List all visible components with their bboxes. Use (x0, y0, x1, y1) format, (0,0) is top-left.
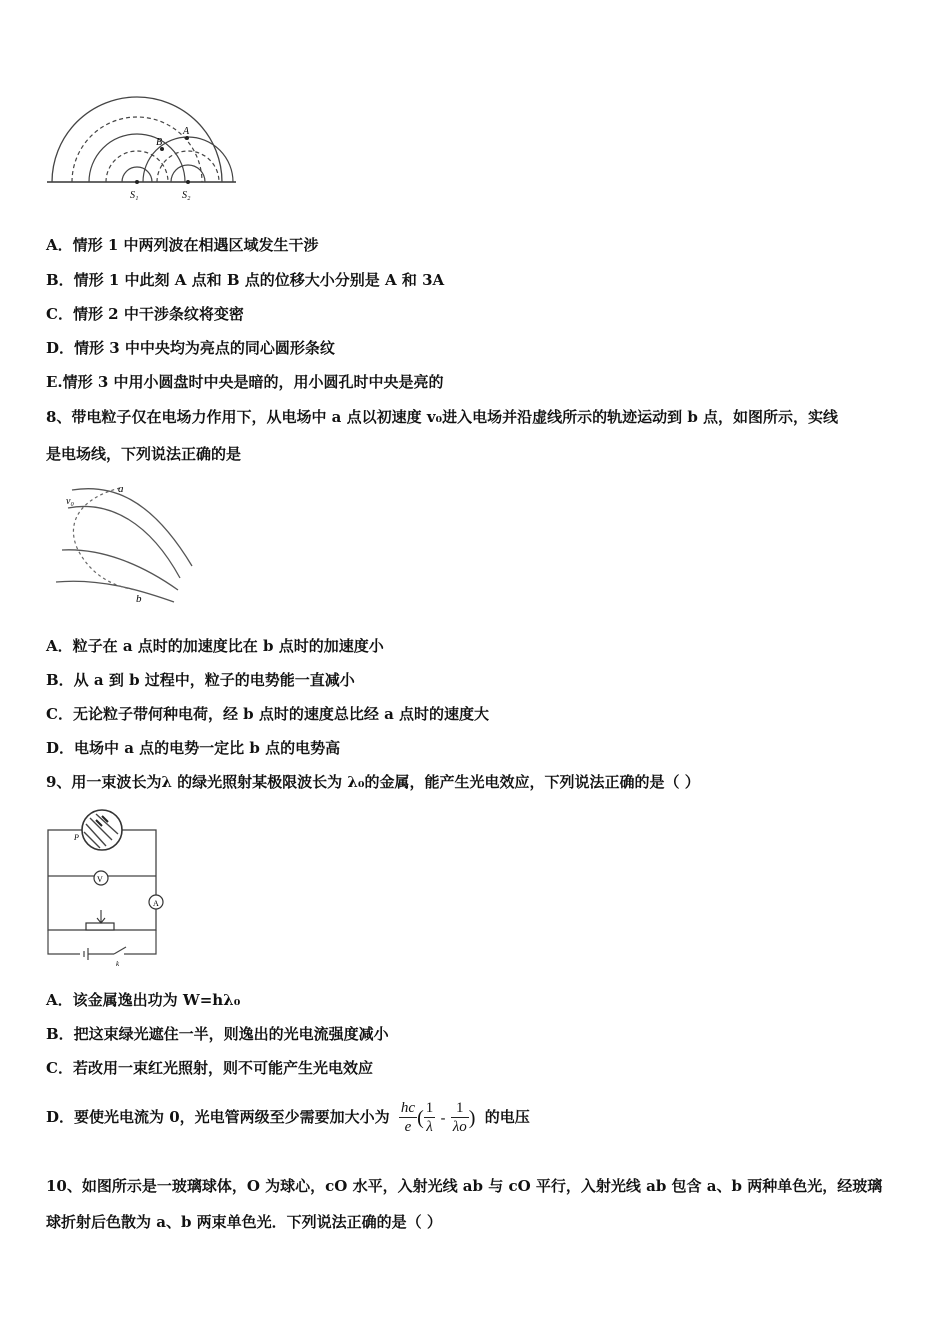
label-s1: S₁ (130, 190, 139, 201)
formula-fraction-1-lambda0: $\frac{1}{\lambda o}$ (452, 1100, 467, 1135)
fig3-label-v: V (97, 875, 103, 884)
fig3-label-a: A (153, 899, 159, 908)
fig3-label-k: k (116, 960, 120, 968)
q9-option-c: C．若改用一束红光照射，则不可能产生光电效应 (46, 1059, 373, 1077)
formula-fraction-1-lambda: $\frac{1}{\lambda}$ (425, 1100, 434, 1135)
label-b: B (156, 137, 163, 148)
retarding-voltage-formula: $\frac{hc}{e}$ ( $\frac{1}{\lambda}$ - $\frac{1}{\lambda o}$ ) (400, 1100, 476, 1135)
fig2-label-b: b (136, 593, 142, 605)
fig2-label-v0: v₀ (66, 496, 74, 507)
photoelectric-circuit-figure (44, 806, 166, 968)
wave-interference-figure (44, 96, 240, 206)
q7-option-c: C．情形 2 中干涉条纹将变密 (46, 305, 244, 323)
label-s2: S₂ (182, 190, 191, 201)
q8-option-a: A．粒子在 a 点时的加速度比在 b 点时的加速度小 (46, 637, 384, 655)
q7-option-b: B．情形 1 中此刻 A 点和 B 点的位移大小分别是 A 和 3A (46, 271, 445, 289)
electric-field-figure (50, 478, 200, 608)
q8-option-b: B．从 a 到 b 过程中，粒子的电势能一直减小 (46, 671, 355, 689)
q9-option-d-suffix: 的电压 (484, 1108, 530, 1126)
q8-stem-line2: 是电场线，下列说法正确的是 (46, 445, 242, 463)
q7-option-d: D．情形 3 中中央均为亮点的同心圆形条纹 (46, 339, 335, 357)
q8-option-c: C．无论粒子带何种电荷，经 b 点时的速度总比经 a 点时的速度大 (46, 705, 490, 723)
label-a: A (183, 126, 190, 137)
formula-fraction-hc-e: $\frac{hc}{e}$ (400, 1100, 416, 1135)
q8-stem-line1: 8、带电粒子仅在电场力作用下，从电场中 a 点以初速度 v₀进入电场并沿虚线所示的轨迹运动到 b 点，如图所示，实线 (46, 408, 839, 426)
fig3-label-p: P (74, 833, 79, 842)
q7-option-e: E.情形 3 中用小圆盘时中央是暗的，用小圆孔时中央是亮的 (46, 373, 444, 391)
q9-option-d (46, 1094, 530, 1140)
q10-stem-line2: 球折射后色散为 a、b 两束单色光．下列说法正确的是（ ） (46, 1213, 442, 1231)
q7-option-a: A．情形 1 中两列波在相遇区域发生干涉 (46, 236, 319, 254)
q9-option-d-prefix: D．要使光电流为 0，光电管两级至少需要加大小为 (46, 1108, 390, 1126)
q8-option-d: D．电场中 a 点的电势一定比 b 点的电势高 (46, 739, 341, 757)
q9-option-b: B．把这束绿光遮住一半，则逸出的光电流强度减小 (46, 1025, 389, 1043)
q9-option-a: A．该金属逸出功为 W=hλ₀ (46, 991, 241, 1009)
fig2-label-a: a (118, 483, 124, 495)
q9-stem: 9、用一束波长为λ 的绿光照射某极限波长为 λ₀的金属，能产生光电效应，下列说法正确的是（ ） (46, 773, 700, 791)
q10-stem-line1: 10、如图所示是一玻璃球体，O 为球心，cO 水平，入射光线 ab 与 cO 平行，入射光线 ab 包含 a、b 两种单色光，经玻璃 (46, 1177, 883, 1195)
